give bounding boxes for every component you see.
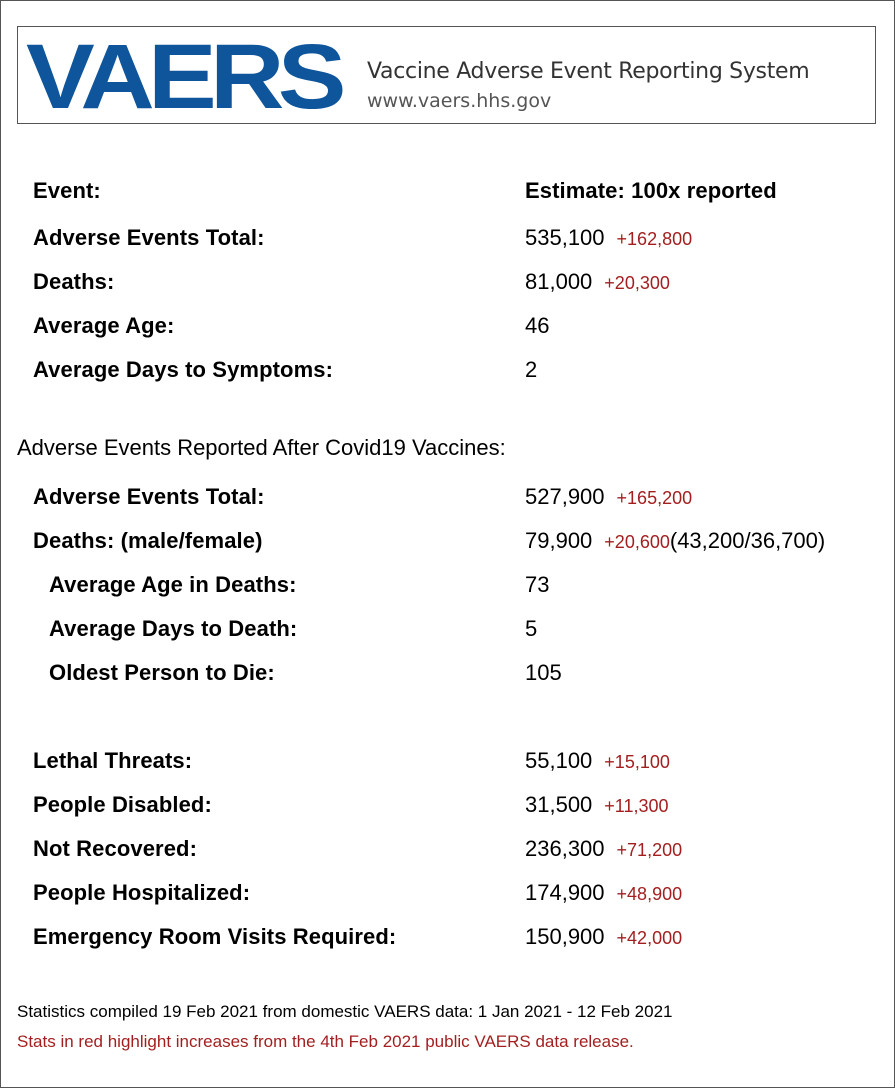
reported-row xyxy=(0,658,895,688)
estimate-header-label: Event: xyxy=(33,178,101,203)
estimate-header-value: Estimate: 100x reported xyxy=(525,178,777,203)
row-label: People Hospitalized: xyxy=(33,880,251,905)
increase-text: +165,200 xyxy=(616,488,693,508)
row-value xyxy=(525,834,682,865)
row-value: 105 xyxy=(525,660,562,685)
outcome-row xyxy=(0,878,895,908)
row-label: Deaths: (male/female) xyxy=(33,528,263,553)
footer-red-note: Stats in red highlight increases from the 4th Feb 2021 public VAERS data release. xyxy=(17,1032,634,1051)
increase-text: +162,800 xyxy=(616,229,693,249)
reported-row xyxy=(0,614,895,644)
row-value xyxy=(525,878,682,909)
row-label: Average Age in Deaths: xyxy=(49,572,297,597)
logo-url: www.vaers.hhs.gov xyxy=(367,90,552,112)
increase-text: +11,300 xyxy=(604,796,669,816)
value-text: 31,500 xyxy=(525,792,593,817)
row-value: 2 xyxy=(525,357,538,382)
row-label: Adverse Events Total: xyxy=(33,484,265,509)
increase-text: +48,900 xyxy=(616,884,683,904)
row-value xyxy=(525,922,682,953)
outcome-row xyxy=(0,922,895,952)
estimate-row xyxy=(0,267,895,297)
increase-text: +15,100 xyxy=(604,752,670,772)
row-value xyxy=(525,790,669,821)
value-text: 527,900 xyxy=(525,484,605,509)
row-label: Average Days to Symptoms: xyxy=(33,357,334,382)
reported-row xyxy=(0,482,895,512)
outcome-row xyxy=(0,834,895,864)
value-text: 55,100 xyxy=(525,748,593,773)
row-label: Adverse Events Total: xyxy=(33,225,265,250)
value-text: 81,000 xyxy=(525,269,593,294)
row-value xyxy=(525,482,692,513)
value-text: 535,100 xyxy=(525,225,605,250)
estimate-row xyxy=(0,311,895,341)
reported-section-title: Adverse Events Reported After Covid19 Vaccines: xyxy=(17,435,506,460)
row-label: Emergency Room Visits Required: xyxy=(33,924,397,949)
vaers-logo-banner xyxy=(17,26,876,128)
outcome-row xyxy=(0,790,895,820)
row-label: Oldest Person to Die: xyxy=(49,660,275,685)
increase-text: +20,300 xyxy=(604,273,670,293)
outcome-row xyxy=(0,746,895,776)
reported-row xyxy=(0,526,895,556)
row-value xyxy=(525,746,670,777)
estimate-header-row xyxy=(0,176,895,206)
row-label: Deaths: xyxy=(33,269,115,294)
row-value xyxy=(525,526,825,557)
value-text: 150,900 xyxy=(525,924,605,949)
footer-compiled-note: Statistics compiled 19 Feb 2021 from domestic VAERS data: 1 Jan 2021 - 12 Feb 2021 xyxy=(17,1002,673,1021)
row-label: Lethal Threats: xyxy=(33,748,193,773)
increase-text: +20,600 xyxy=(604,532,670,552)
male-female-breakdown: (43,200/36,700) xyxy=(669,528,826,553)
value-text: 236,300 xyxy=(525,836,605,861)
row-label: Not Recovered: xyxy=(33,836,197,861)
row-label: People Disabled: xyxy=(33,792,212,817)
row-value: 46 xyxy=(525,313,550,338)
row-label: Average Age: xyxy=(33,313,175,338)
row-value xyxy=(525,223,692,254)
logo-title: Vaccine Adverse Event Reporting System xyxy=(367,59,810,84)
row-value: 5 xyxy=(525,616,538,641)
reported-row xyxy=(0,570,895,600)
increase-text: +42,000 xyxy=(616,928,683,948)
row-label: Average Days to Death: xyxy=(49,616,298,641)
value-text: 174,900 xyxy=(525,880,605,905)
row-value: 73 xyxy=(525,572,550,597)
value-text: 79,900 xyxy=(525,528,593,553)
row-value xyxy=(525,267,670,298)
estimate-row xyxy=(0,355,895,385)
increase-text: +71,200 xyxy=(616,840,683,860)
estimate-row xyxy=(0,223,895,253)
vaers-logo-mark: VAERS xyxy=(26,26,340,128)
